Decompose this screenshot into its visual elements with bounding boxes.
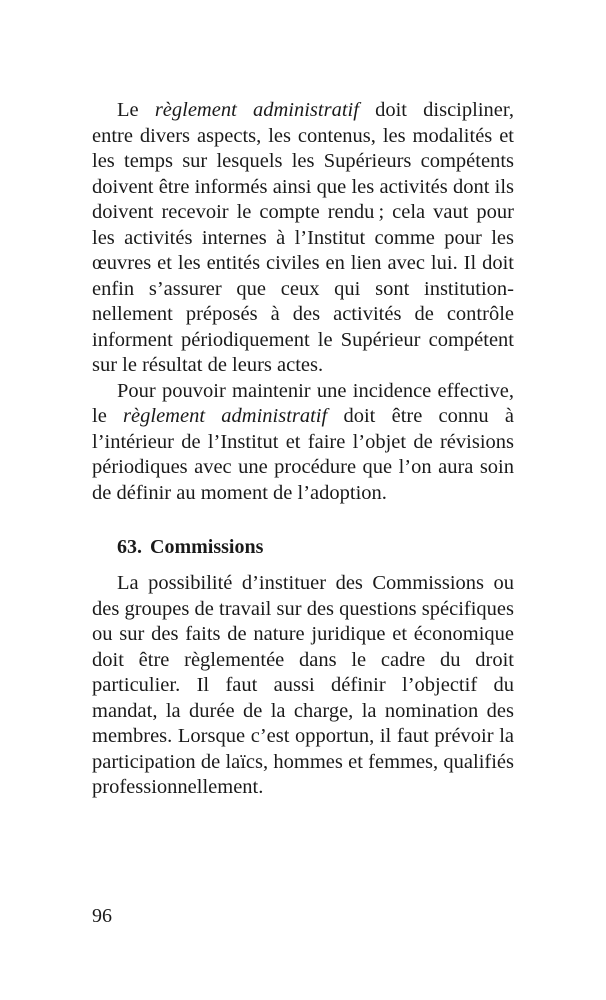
paragraph-1-lead: Le xyxy=(117,99,155,121)
section-heading xyxy=(92,535,514,560)
section-title: Commissions xyxy=(150,536,264,558)
paragraph-1-italic-term: règlement administratif xyxy=(154,99,359,121)
page-body xyxy=(92,98,514,801)
paragraph-2-body: doit être connu à l’intérieur de l’Institut et faire l’objet de révisions périodiques avec une procédure que l’on aura soin de définir au moment de l’adoption. xyxy=(92,405,515,504)
paragraph-1-body: doit discipliner, entre divers aspects, les contenus, les modalités et les temps sur lesquels les Supérieurs compétents doivent être informés ainsi que les activités dont ils doivent recevoir le compte rendu ; cela vaut pour les activités internes à l’Institut comme pour les œuvres et les entités civiles en lien avec lui. Il doit enfin s’assurer que ceux qui sont institutionnellement préposés à des activités de contrôle informent périodiquement le Supérieur compétent sur le résultat de leurs actes. xyxy=(92,99,515,376)
paragraph-2-italic-term: règlement administratif xyxy=(123,405,328,427)
paragraph-reglement-revision xyxy=(92,379,514,507)
section-number: 63. xyxy=(117,536,142,558)
paragraph-reglement-discipline xyxy=(92,98,514,379)
paragraph-2-lead: Pour pouvoir maintenir une incidence effective, le xyxy=(92,379,514,427)
paragraph-commissions: La possibilité d’instituer des Commissions ou des groupes de travail sur des questions spécifiques ou sur des faits de nature juridique et économique doit être règlementée dans le cadre du droit particulier. Il faut aussi définir l’objectif du mandat, la durée de la charge, la nomination des membres. Lorsque c’est opportun, il faut prévoir la participation de laïcs, hommes et femmes, qualifiés professionnellement. xyxy=(92,572,514,798)
page-number: 96 xyxy=(92,905,112,927)
